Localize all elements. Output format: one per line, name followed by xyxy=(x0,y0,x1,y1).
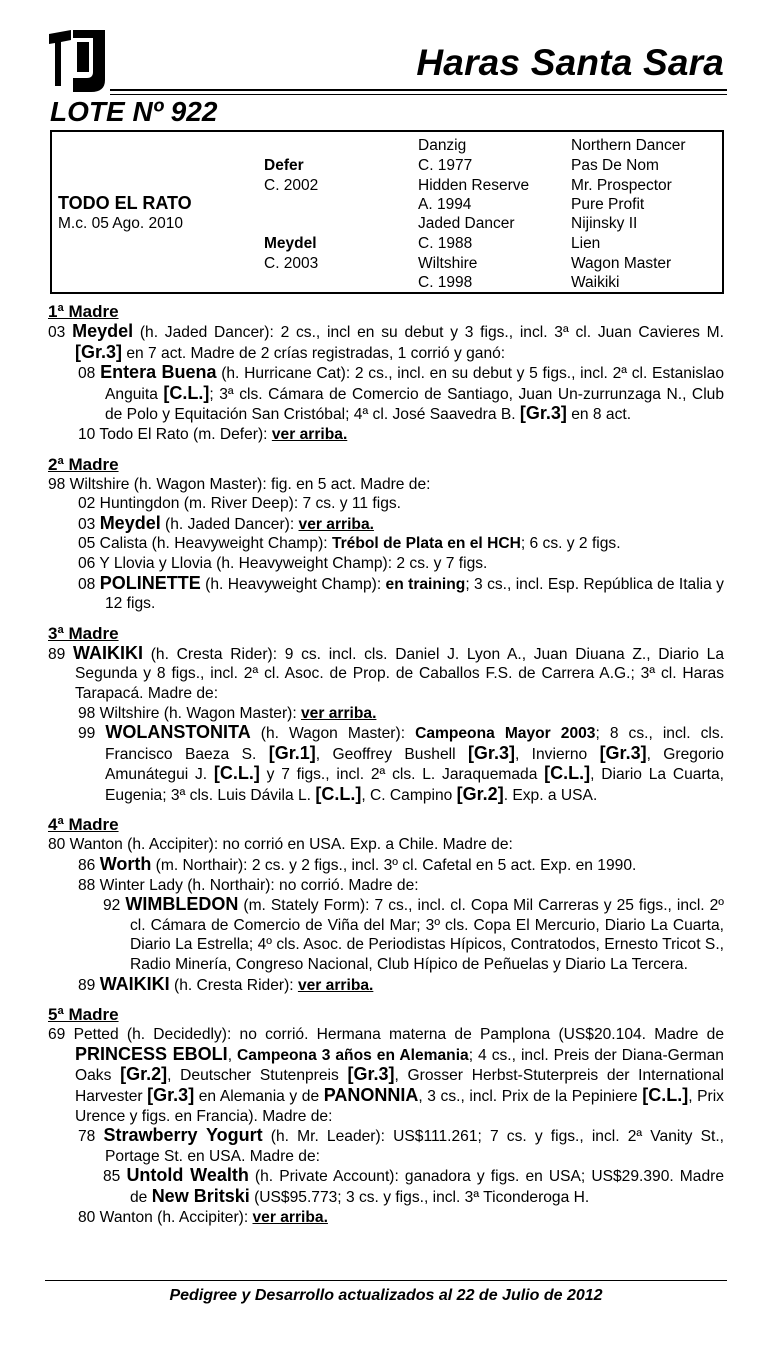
header-rule xyxy=(110,89,727,91)
produce-entry: 10 Todo El Rato (m. Defer): ver arriba. xyxy=(78,425,348,443)
horse-name: TODO EL RATO xyxy=(58,193,192,213)
dam-year: C. 2003 xyxy=(264,255,319,272)
produce-entry: 99 WOLANSTONITA (h. Wagon Master): Campeona Mayor 2003; 8 cs., incl. cls. Francisco Baeza S. [Gr.1], Geoffrey Bushell [Gr.3], Invierno [Gr.3], Gregorio Amunátegui J. [C.L.] y 7 figs., incl. 2ª cls. L. Jaraquemada [C.L.], Diario La Cuarta, Eugenia; 3ª cls. Luis Dávila L. [C.L.], C. Campino [Gr.2]. Exp. a USA. xyxy=(78,722,724,804)
dam-entry: 69 Petted (h. Decidedly): no corrió. Hermana materna de Pamplona (US$20.104. Madre de PRINCESS EBOLI, Campeona 3 años en Alemania; 4 cs., incl. Preis der Diana-German Oaks [Gr.2], Deutscher Stutenpreis [Gr.3], Grosser Herbst-Stuterpreis der International Harvester [Gr.3] en Alemania y de PANONNIA, 3 cs., incl. Prix de la Pepiniere [C.L.], Prix Urence y figs. en Francia). Madre de: xyxy=(48,1026,724,1125)
ver-arriba-link: ver arriba. xyxy=(252,1208,328,1226)
sire-year: C. 2002 xyxy=(264,177,319,194)
dam-entry: 98 Wiltshire (h. Wagon Master): fig. en 5 act. Madre de: xyxy=(48,475,431,493)
ver-arriba-link: ver arriba. xyxy=(301,704,377,722)
sire-dam-year: A. 1994 xyxy=(418,196,472,213)
footer-note: Pedigree y Desarrollo actualizados al 22 de Julio de 2012 xyxy=(169,1287,603,1304)
sire-sire-year: C. 1977 xyxy=(418,157,473,174)
lot-title: LOTE Nº 922 xyxy=(50,96,218,127)
section-heading: 1ª Madre xyxy=(48,302,119,321)
produce-entry: 89 WAIKIKI (h. Cresta Rider): ver arriba. xyxy=(78,973,374,994)
gg-ancestor: Wagon Master xyxy=(571,255,672,272)
produce-entry: 92 WIMBLEDON (m. Stately Form): 7 cs., incl. cl. Copa Mil Carreras y 25 figs., incl. 2º cl. Cámara de Comercio de Viña del Mar; 3º cls. Copa El Mercurio, Diario La Cuarta, Diario La Estrella; 4º cls. Asoc. de Periodistas Hípicos, Contratodos, Ernesto Tricot S., Radio Minería, Congreso Nacional, Club Hípico de Peñuelas y Diario La Tercera. xyxy=(103,894,725,974)
gg-ancestor: Mr. Prospector xyxy=(571,177,672,194)
gg-ancestor: Northern Dancer xyxy=(571,137,686,154)
produce-entry: 85 Untold Wealth (h. Private Account): ganadora y figs. en USA; US$29.390. Madre de New Britski (US$95.773; 3 cs. y figs., incl. 3ª Ticonderoga H. xyxy=(103,1165,724,1206)
produce-entry: 08 POLINETTE (h. Heavyweight Champ): en training; 3 cs., incl. Esp. República de Italia y 12 figs. xyxy=(78,572,724,613)
produce-record xyxy=(48,300,724,1227)
produce-entry: 03 Meydel (h. Jaded Dancer): ver arriba. xyxy=(78,512,374,533)
sire-sire-name: Danzig xyxy=(418,137,467,154)
gg-ancestor: Nijinsky II xyxy=(571,215,638,232)
ver-arriba-link: ver arriba. xyxy=(297,976,374,994)
farm-name: Haras Santa Sara xyxy=(416,42,724,83)
section-heading: 5ª Madre xyxy=(48,1005,119,1025)
produce-entry: 88 Winter Lady (h. Northair): no corrió. Madre de: xyxy=(78,876,419,894)
produce-entry: 02 Huntingdon (m. River Deep): 7 cs. y 11 figs. xyxy=(78,495,401,513)
ver-arriba-link: ver arriba. xyxy=(298,515,374,533)
produce-entry: 06 Y Llovia y Llovia (h. Heavyweight Champ): 2 cs. y 7 figs. xyxy=(78,554,488,572)
gg-ancestor: Lien xyxy=(571,235,601,252)
horse-info: M.c. 05 Ago. 2010 xyxy=(58,215,183,232)
gg-ancestor: Pas De Nom xyxy=(571,157,659,174)
section-heading: 3ª Madre xyxy=(48,623,119,643)
section-heading: 4ª Madre xyxy=(48,815,119,835)
section-heading: 2ª Madre xyxy=(48,454,119,474)
dam-dam-name: Wiltshire xyxy=(418,255,478,272)
dam-name: Meydel xyxy=(264,235,317,252)
header-rule-thin xyxy=(110,94,727,95)
sire-name: Defer xyxy=(264,157,304,174)
produce-entry: 98 Wiltshire (h. Wagon Master): ver arriba. xyxy=(78,704,377,722)
produce-entry: 86 Worth (m. Northair): 2 cs. y 2 figs., incl. 3º cl. Cafetal en 5 act. Exp. en 1990. xyxy=(78,854,637,875)
produce-entry: 08 Entera Buena (h. Hurricane Cat): 2 cs., incl. en su debut y 5 figs., incl. 2ª cl. Estanislao Anguita [C.L.]; 3ª cls. Cámara de Comercio de Santiago, Juan Un-zurrunzaga N., Club de Polo y Equitación San Cristóbal; 4ª cl. José Saavedra B. [Gr.3] en 8 act. xyxy=(78,362,724,424)
dam-entry: 89 WAIKIKI (h. Cresta Rider): 9 cs. incl. cls. Daniel J. Lyon A., Juan Diuana Z., Diario La Segunda y 8 figs., incl. 2ª cl. Asoc. de Prop. de Caballos F.S. de Carrera A.G.; 3ª cl. Haras Tarapacá. Madre de: xyxy=(48,642,724,702)
gg-ancestor: Pure Profit xyxy=(571,196,645,213)
dam-sire-name: Jaded Dancer xyxy=(418,215,515,232)
gg-ancestor: Waikiki xyxy=(571,274,620,291)
pedigree-table xyxy=(50,130,724,294)
dam-sire-year: C. 1988 xyxy=(418,235,473,252)
haras-logo-icon xyxy=(47,28,107,94)
produce-entry: 05 Calista (h. Heavyweight Champ): Trébol de Plata en el HCH; 6 cs. y 2 figs. xyxy=(78,535,621,553)
ver-arriba-link: ver arriba. xyxy=(271,425,348,443)
dam-entry: 80 Wanton (h. Accipiter): no corrió en USA. Exp. a Chile. Madre de: xyxy=(48,836,513,854)
footer-rule xyxy=(45,1280,727,1281)
dam-entry: 03 Meydel (h. Jaded Dancer): 2 cs., incl en su debut y 3 figs., incl. 3ª cl. Juan Cavieres M. [Gr.3] en 7 act. Madre de 2 crías registradas, 1 corrió y ganó: xyxy=(48,321,724,362)
produce-entry: 78 Strawberry Yogurt (h. Mr. Leader): US$111.261; 7 cs. y figs., incl. 2ª Vanity St., Portage St. en USA. Madre de: xyxy=(78,1125,724,1165)
sire-dam-name: Hidden Reserve xyxy=(418,177,530,194)
dam-dam-year: C. 1998 xyxy=(418,274,473,291)
produce-entry: 80 Wanton (h. Accipiter): ver arriba. xyxy=(78,1208,328,1226)
